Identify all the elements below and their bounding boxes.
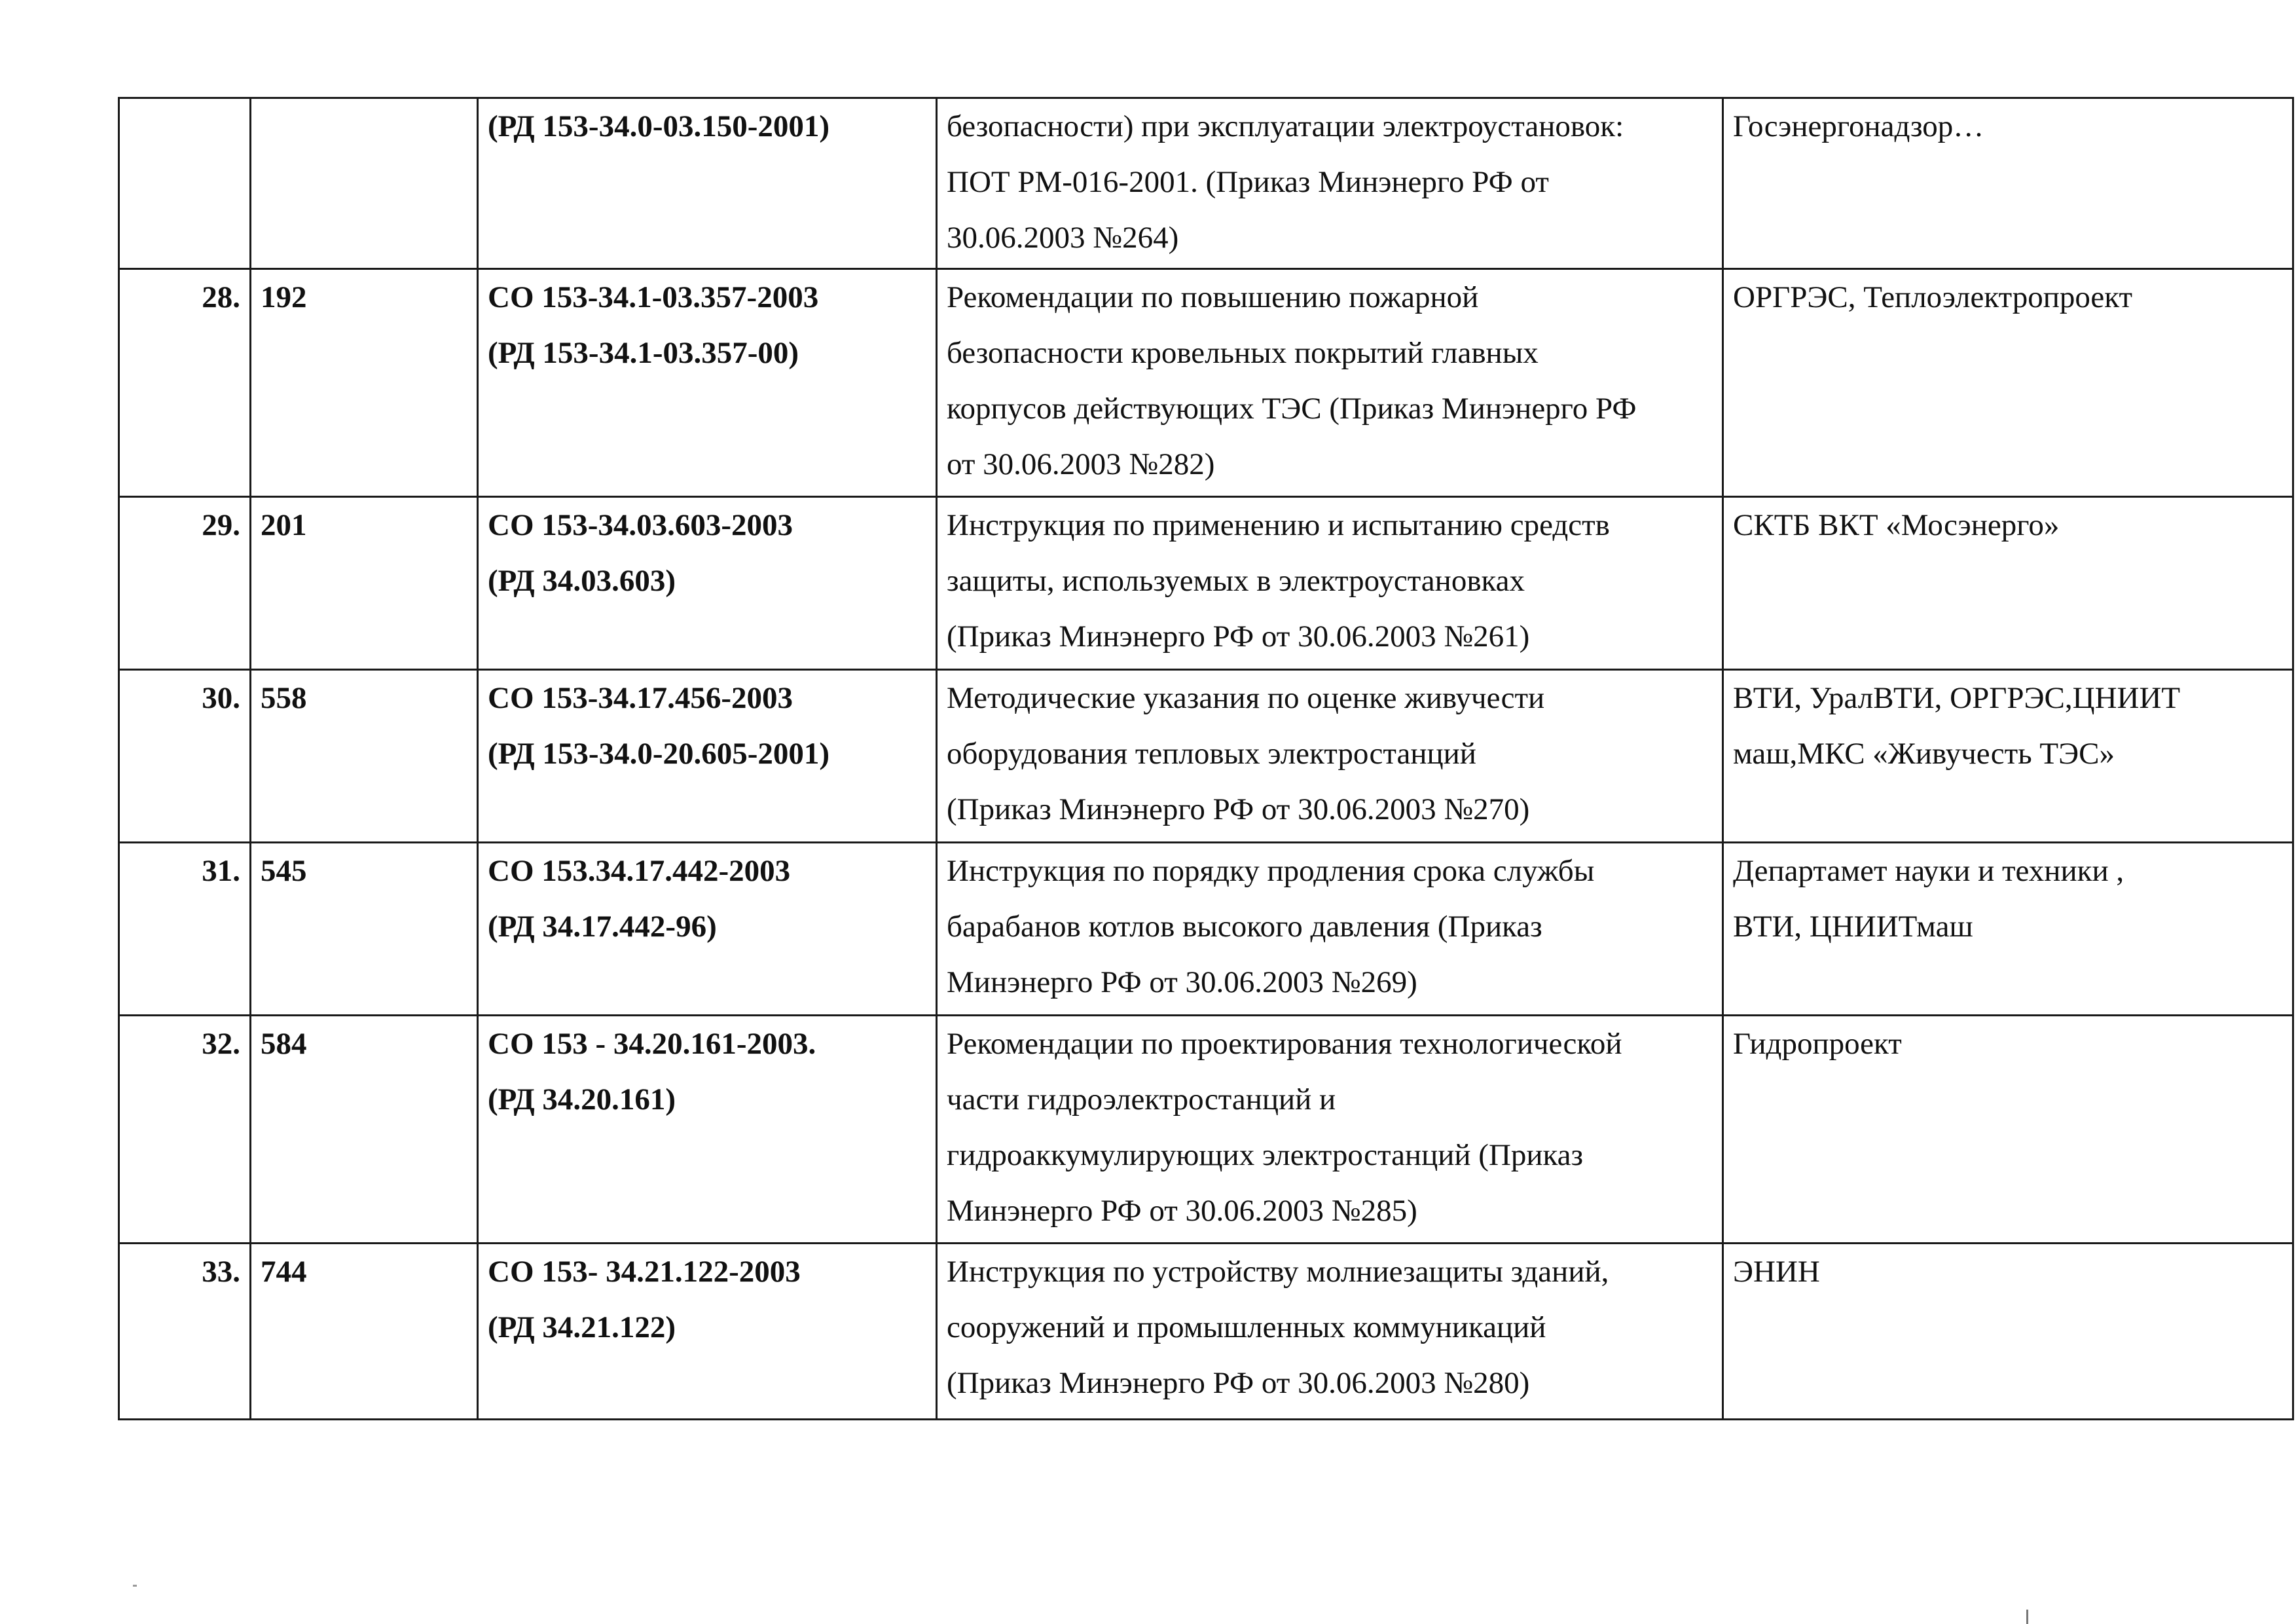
document-code-line: (РД 34.21.122) <box>488 1310 676 1344</box>
document-title-line: гидроаккумулирующих электростанций (Приказ <box>947 1138 1584 1172</box>
document-code-line: СО 153 - 34.20.161-2003. <box>488 1027 816 1061</box>
document-title-line: Минэнерго РФ от 30.06.2003 №269) <box>947 965 1417 999</box>
document-title-line: от 30.06.2003 №282) <box>947 447 1215 481</box>
document-code-line: (РД 34.17.442-96) <box>488 910 717 944</box>
registry-number-text: 192 <box>261 280 307 314</box>
developer-line: ВТИ, ЦНИИТмаш <box>1733 910 1973 944</box>
document-title-line: барабанов котлов высокого давления (Приказ <box>947 910 1542 944</box>
table-row <box>119 1244 2293 1420</box>
document-title-line: Рекомендации по повышению пожарной <box>947 280 1479 314</box>
table-row <box>119 843 2293 1016</box>
document-title-line: Инструкция по порядку продления срока службы <box>947 854 1595 888</box>
row-number-text: 32. <box>202 1027 240 1061</box>
registry-number-text: 545 <box>261 854 307 888</box>
row-number-text: 29. <box>202 508 240 542</box>
document-code-cell <box>478 1016 937 1244</box>
document-title-line: Рекомендации по проектирования технологической <box>947 1027 1622 1061</box>
row-number-cell <box>119 670 251 843</box>
document-code-line: СО 153.34.17.442-2003 <box>488 854 791 888</box>
document-title-line: оборудования тепловых электростанций <box>947 737 1476 771</box>
registry-number-cell <box>251 497 478 670</box>
table-row <box>119 98 2293 269</box>
developer-cell <box>1723 269 2293 497</box>
document-title-line: защиты, используемых в электроустановках <box>947 564 1525 598</box>
document-title-line: 30.06.2003 №264) <box>947 221 1179 255</box>
document-title-cell <box>937 497 1723 670</box>
developer-line: ОРГРЭС, Теплоэлектропроект <box>1733 280 2133 314</box>
developer-line: ЭНИН <box>1733 1255 1820 1289</box>
document-code-cell <box>478 670 937 843</box>
row-number-text: 28. <box>202 280 240 314</box>
registry-number-cell <box>251 843 478 1016</box>
registry-number-cell <box>251 98 478 269</box>
document-title-cell <box>937 670 1723 843</box>
registry-number-cell <box>251 269 478 497</box>
developer-line: Гидропроект <box>1733 1027 1902 1061</box>
document-code-cell <box>478 843 937 1016</box>
document-code-cell <box>478 269 937 497</box>
document-title-line: (Приказ Минэнерго РФ от 30.06.2003 №261) <box>947 619 1530 654</box>
developer-line: Департамет науки и техники , <box>1733 854 2124 888</box>
registry-number-text: 584 <box>261 1027 307 1061</box>
registry-number-text: 201 <box>261 508 307 542</box>
document-code-line: СО 153-34.17.456-2003 <box>488 681 793 715</box>
document-title-cell <box>937 843 1723 1016</box>
developer-line: СКТБ ВКТ «Мосэнерго» <box>1733 508 2060 542</box>
document-code-line: (РД 153-34.1-03.357-00) <box>488 336 799 370</box>
developer-cell <box>1723 670 2293 843</box>
scan-speck <box>2026 1610 2028 1624</box>
developer-line: Госэнергонадзор… <box>1733 109 1984 143</box>
row-number-cell <box>119 1016 251 1244</box>
document-title-line: (Приказ Минэнерго РФ от 30.06.2003 №280) <box>947 1366 1530 1400</box>
document-title-line: Инструкция по устройству молниезащиты зданий, <box>947 1255 1609 1289</box>
developer-line: ВТИ, УралВТИ, ОРГРЭС,ЦНИИТ <box>1733 681 2181 715</box>
document-code-line: (РД 34.03.603) <box>488 564 676 598</box>
document-title-cell <box>937 1244 1723 1420</box>
row-number-cell <box>119 843 251 1016</box>
developer-cell <box>1723 98 2293 269</box>
scan-speck <box>133 1585 137 1587</box>
row-number-cell <box>119 98 251 269</box>
row-number-text: 31. <box>202 854 240 888</box>
document-title-line: корпусов действующих ТЭС (Приказ Минэнерго РФ <box>947 392 1637 426</box>
document-code-cell <box>478 98 937 269</box>
developer-line: маш,МКС «Живучесть ТЭС» <box>1733 737 2115 771</box>
document-code-line: СО 153- 34.21.122-2003 <box>488 1255 801 1289</box>
developer-cell <box>1723 1244 2293 1420</box>
document-title-line: части гидроэлектростанций и <box>947 1082 1336 1116</box>
document-title-cell <box>937 269 1723 497</box>
document-code-cell <box>478 1244 937 1420</box>
row-number-text: 30. <box>202 681 240 715</box>
document-title-line: Методические указания по оценке живучести <box>947 681 1545 715</box>
developer-cell <box>1723 843 2293 1016</box>
document-title-line: безопасности кровельных покрытий главных <box>947 336 1539 370</box>
table-row <box>119 670 2293 843</box>
row-number-cell <box>119 269 251 497</box>
table-row <box>119 269 2293 497</box>
document-code-cell <box>478 497 937 670</box>
document-title-line: ПОТ РМ-016-2001. (Приказ Минэнерго РФ от <box>947 165 1549 199</box>
standards-table <box>118 97 2294 1420</box>
document-title-line: сооружений и промышленных коммуникаций <box>947 1310 1546 1344</box>
document-title-cell <box>937 98 1723 269</box>
row-number-cell <box>119 497 251 670</box>
document-title-line: Минэнерго РФ от 30.06.2003 №285) <box>947 1194 1417 1228</box>
document-title-cell <box>937 1016 1723 1244</box>
row-number-text: 33. <box>202 1255 240 1289</box>
registry-number-cell <box>251 1016 478 1244</box>
document-code-line: (РД 153-34.0-03.150-2001) <box>488 109 830 143</box>
registry-number-cell <box>251 670 478 843</box>
developer-cell <box>1723 1016 2293 1244</box>
table-row <box>119 497 2293 670</box>
document-title-line: Инструкция по применению и испытанию средств <box>947 508 1610 542</box>
document-code-line: (РД 153-34.0-20.605-2001) <box>488 737 830 771</box>
registry-number-cell <box>251 1244 478 1420</box>
row-number-cell <box>119 1244 251 1420</box>
table-body <box>119 98 2293 1420</box>
document-title-line: (Приказ Минэнерго РФ от 30.06.2003 №270) <box>947 792 1530 826</box>
document-code-line: СО 153-34.03.603-2003 <box>488 508 793 542</box>
document-title-line: безопасности) при эксплуатации электроустановок: <box>947 109 1624 143</box>
registry-number-text: 558 <box>261 681 307 715</box>
document-code-line: СО 153-34.1-03.357-2003 <box>488 280 819 314</box>
registry-number-text: 744 <box>261 1255 307 1289</box>
table-row <box>119 1016 2293 1244</box>
developer-cell <box>1723 497 2293 670</box>
document-code-line: (РД 34.20.161) <box>488 1082 676 1116</box>
